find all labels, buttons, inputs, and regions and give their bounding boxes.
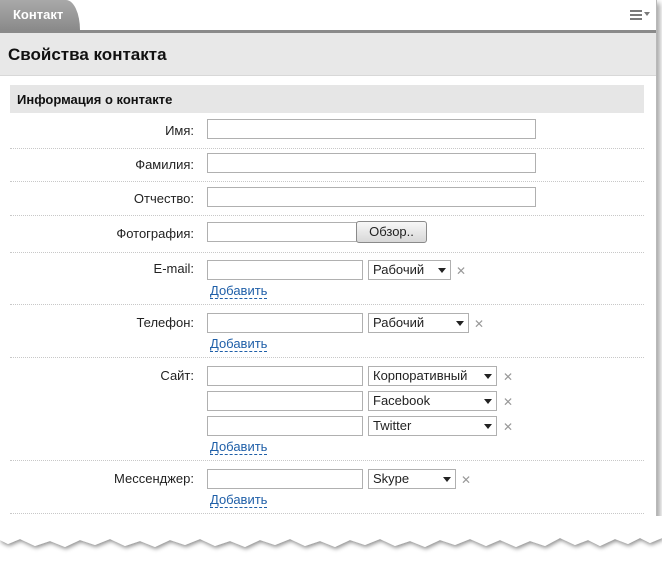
tab-contact[interactable]: Контакт [0, 0, 80, 30]
middle-name-label: Отчество: [133, 191, 194, 206]
email-label: E-mail: [153, 261, 194, 276]
site-input-3[interactable] [207, 416, 363, 436]
add-messenger-link[interactable]: Добавить [210, 492, 268, 507]
close-icon[interactable]: ✕ [474, 317, 485, 331]
tab-bar [0, 0, 656, 33]
phone-label: Телефон: [136, 315, 194, 330]
chevron-down-icon [484, 399, 492, 404]
close-icon[interactable]: ✕ [456, 264, 467, 278]
chevron-down-icon [456, 321, 464, 326]
phone-row [10, 304, 644, 358]
chevron-down-icon [484, 424, 492, 429]
chevron-down-icon [484, 374, 492, 379]
messenger-input[interactable] [207, 469, 363, 489]
browse-button[interactable]: Обзор.. [356, 221, 427, 243]
section-title: Информация о контакте [17, 92, 173, 107]
torn-edge [0, 516, 662, 565]
add-phone-link[interactable]: Добавить [210, 336, 268, 351]
first-name-label: Имя: [165, 123, 194, 138]
site-input-1[interactable] [207, 366, 363, 386]
chevron-down-icon [443, 477, 451, 482]
site-type-select-3[interactable] [368, 416, 497, 436]
email-type-value: Рабочий [373, 262, 425, 277]
email-row [10, 252, 644, 305]
chevron-down-icon [644, 12, 650, 16]
menu-bars-icon [630, 10, 642, 22]
phone-input[interactable] [207, 313, 363, 333]
menu-icon[interactable] [630, 8, 652, 22]
phone-type-value: Рабочий [373, 315, 425, 330]
close-icon[interactable]: ✕ [461, 473, 472, 487]
first-name-input[interactable] [207, 119, 536, 139]
add-email-link[interactable]: Добавить [210, 283, 268, 298]
photo-label: Фотография: [116, 226, 194, 241]
middle-name-input[interactable] [207, 187, 536, 207]
messenger-row [10, 460, 644, 514]
chevron-down-icon [438, 268, 446, 273]
last-name-label: Фамилия: [135, 157, 194, 172]
close-icon[interactable]: ✕ [503, 395, 514, 409]
email-input[interactable] [207, 260, 363, 280]
close-icon[interactable]: ✕ [503, 370, 514, 384]
site-type-select-2[interactable] [368, 391, 497, 411]
last-name-row [10, 148, 644, 182]
site-row [10, 357, 644, 461]
photo-row [10, 215, 644, 253]
email-type-select[interactable] [368, 260, 451, 280]
middle-name-row [10, 181, 644, 216]
site-type-select-1[interactable] [368, 366, 497, 386]
first-name-row [10, 113, 644, 149]
add-site-link[interactable]: Добавить [210, 439, 268, 454]
messenger-type-select[interactable] [368, 469, 456, 489]
site-input-2[interactable] [207, 391, 363, 411]
title-bar [0, 33, 656, 76]
site-label: Сайт: [160, 368, 194, 383]
site-type-value-1: Корпоративный [373, 368, 468, 383]
phone-type-select[interactable] [368, 313, 469, 333]
close-icon[interactable]: ✕ [503, 420, 514, 434]
messenger-label: Мессенджер: [114, 471, 194, 486]
section-header [10, 85, 644, 113]
page-title: Свойства контакта [8, 45, 167, 64]
site-type-value-2: Facebook [373, 393, 431, 408]
site-type-value-3: Twitter [373, 418, 412, 433]
photo-file-input[interactable] [207, 222, 357, 242]
last-name-input[interactable] [207, 153, 536, 173]
messenger-type-value: Skype [373, 471, 410, 486]
